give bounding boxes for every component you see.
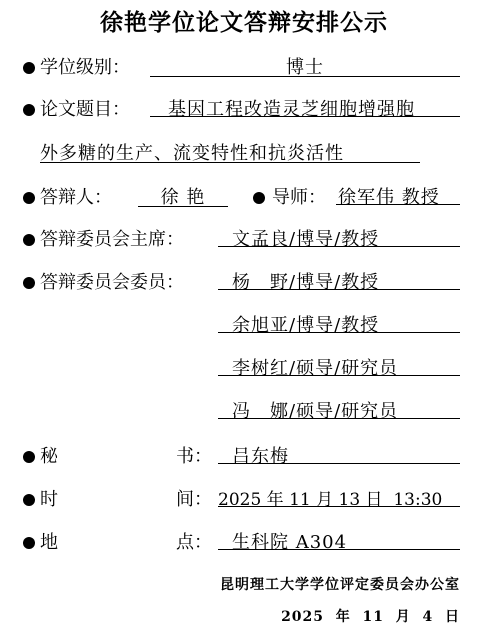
bullet-icon [23, 277, 35, 289]
bullet-icon [23, 451, 35, 463]
members-label: 答辩委员会委员： [40, 272, 184, 293]
defender-value: 徐 艳 [138, 183, 228, 207]
member-item: 李树红/硕导/研究员 [218, 354, 460, 376]
supervisor-value: 徐军伟 教授 [336, 183, 460, 205]
bullet-icon [253, 192, 265, 204]
member-item: 余旭亚/博导/教授 [218, 311, 460, 333]
thesis-title-line2: 外多糖的生产、流变特性和抗炎活性 [40, 139, 420, 163]
thesis-label: 论文题目： [40, 99, 130, 120]
bullet-icon [23, 234, 35, 246]
issue-date: 2025 年 11 月 4 日 [281, 609, 460, 625]
degree-label: 学位级别： [40, 57, 130, 78]
bullet-icon [23, 104, 35, 116]
bullet-icon [23, 192, 35, 204]
place-value: 生科院 A304 [218, 528, 460, 550]
bullet-icon [23, 494, 35, 506]
secretary-value: 吕东梅 [218, 442, 460, 464]
member-item: 冯 娜/硕导/研究员 [218, 397, 460, 419]
issuing-office: 昆明理工大学学位评定委员会办公室 [220, 577, 460, 593]
supervisor-label: 导师： [272, 187, 326, 208]
page-title: 徐艳学位论文答辩安排公示 [100, 10, 388, 36]
chair-value: 文孟良/博导/教授 [218, 225, 460, 247]
thesis-title-line1: 基因工程改造灵芝细胞增强胞 [150, 95, 460, 117]
defender-label: 答辩人： [40, 187, 112, 208]
time-label-2: 间： [176, 489, 212, 510]
chair-label: 答辩委员会主席： [40, 229, 184, 250]
member-item: 杨 野/博导/教授 [218, 268, 460, 290]
secretary-label-2: 书： [176, 446, 212, 467]
bullet-icon [23, 537, 35, 549]
place-label-1: 地 [40, 532, 58, 553]
place-label-2: 点： [176, 532, 212, 553]
time-label-1: 时 [40, 489, 58, 510]
secretary-label-1: 秘 [40, 446, 58, 467]
time-value: 2025 年 11 月 13 日 13:30 [218, 485, 460, 507]
bullet-icon [23, 62, 35, 74]
degree-value: 博士 [150, 53, 460, 77]
